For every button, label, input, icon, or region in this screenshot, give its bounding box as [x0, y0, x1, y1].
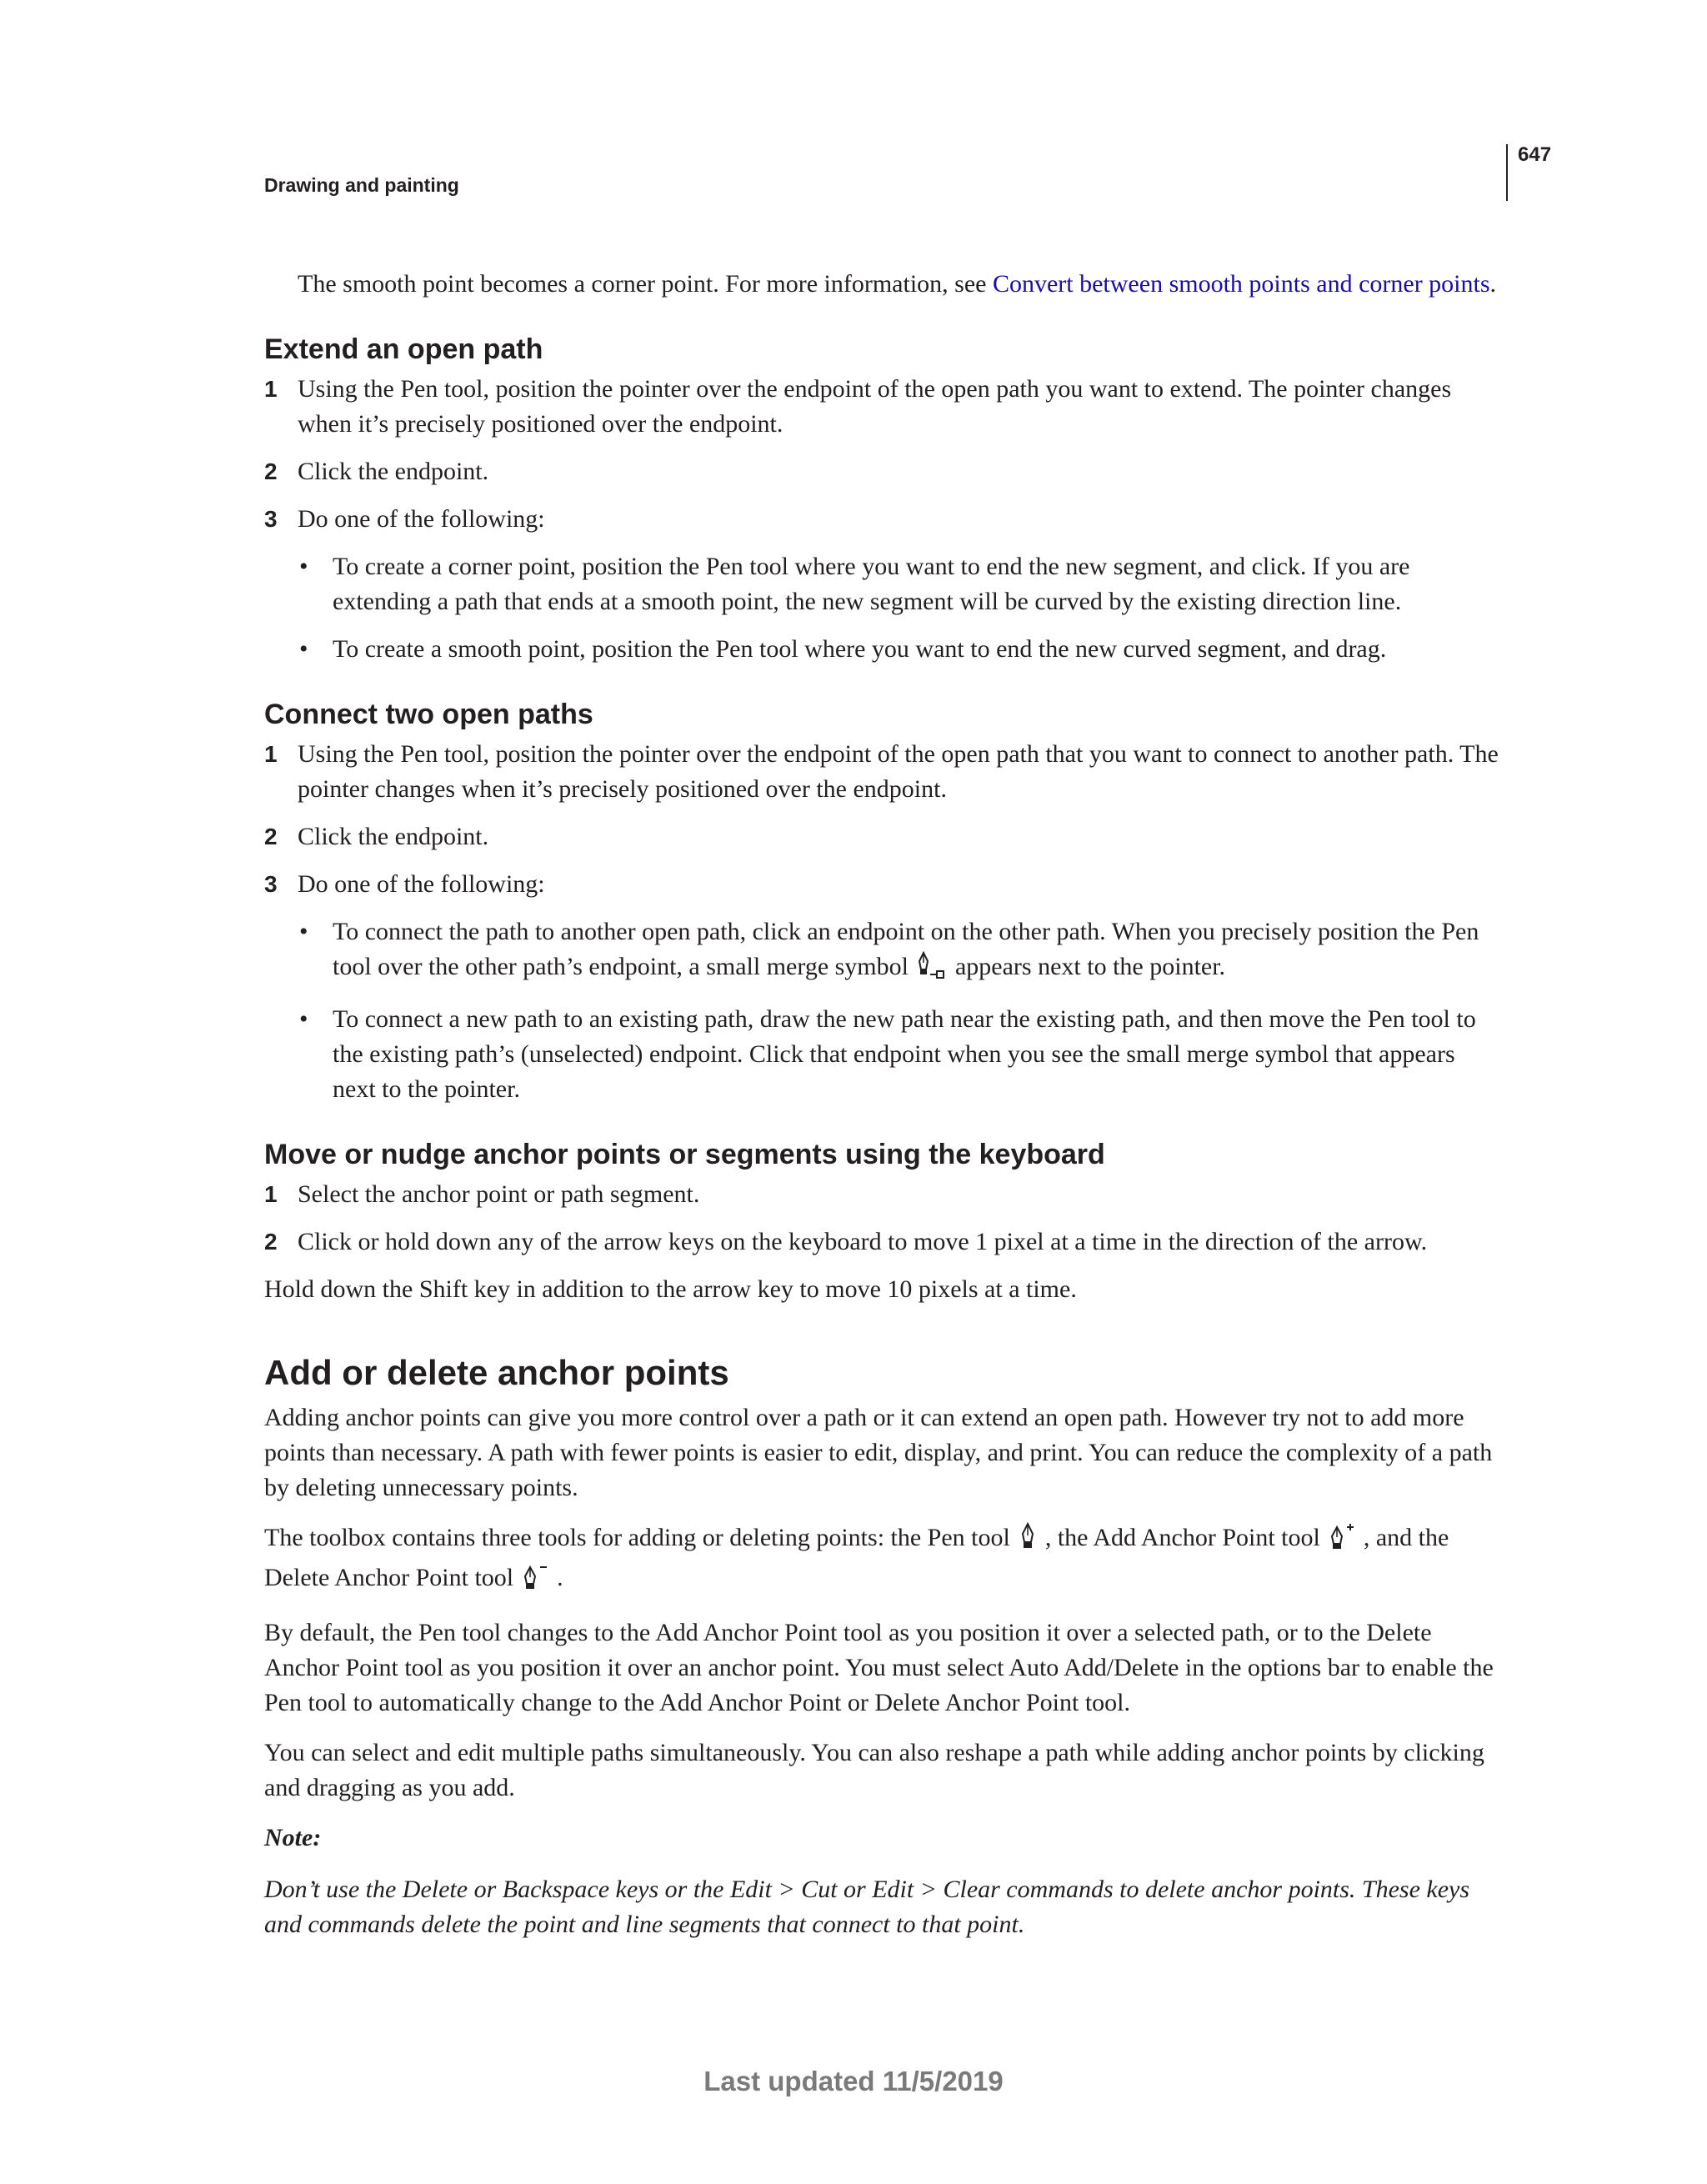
heading-connect-open-paths: Connect two open paths: [264, 699, 593, 730]
step-number: 1: [264, 1181, 278, 1207]
step-text: Do one of the following:: [298, 505, 545, 533]
step-number: 1: [264, 376, 278, 402]
note-text: Don’t use the Delete or Backspace keys or the Edit > Cut or Edit > Clear commands to delete anchor points. These keys and commands delete the point and line segments that connect to that point.: [264, 1876, 1470, 1938]
bullet-dot: •: [299, 918, 308, 945]
bullet-item: [298, 1002, 1503, 1107]
intro-end: .: [1489, 270, 1497, 298]
bullet-item: [298, 914, 1503, 989]
step-text: Click the endpoint.: [298, 458, 489, 485]
list-item: [264, 867, 1503, 902]
step-text: Select the anchor point or path segment.: [298, 1180, 700, 1208]
step-number: 1: [264, 741, 278, 767]
list-item: [264, 1177, 1503, 1212]
page-number: 647: [1518, 143, 1552, 166]
tools-text-b: , the Add Anchor Point tool: [1044, 1524, 1320, 1551]
step-text: Using the Pen tool, position the pointer over the endpoint of the open path that you want to connect to another path. The pointer changes when it’s precisely positioned over the endpoint.: [298, 740, 1499, 803]
list-item: [264, 1225, 1503, 1260]
step-text: Click or hold down any of the arrow keys on the keyboard to move 1 pixel at a time in the direction of the arrow.: [298, 1228, 1428, 1255]
paragraph: By default, the Pen tool changes to the Add Anchor Point tool as you position it over a selected path, or to the Delete Anchor Point tool as you position it over an anchor point. You must select Auto Add/Delete in the options bar to enable the Pen tool to automatically change to the Add Anchor Point or Delete Anchor Point tool.: [264, 1619, 1494, 1716]
bullet-text-after: appears next to the pointer.: [954, 953, 1226, 980]
paragraph: You can select and edit multiple paths simultaneously. You can also reshape a path while adding anchor points by clicking and dragging as you add.: [264, 1739, 1484, 1801]
step-number: 2: [264, 824, 278, 849]
step-number: 3: [264, 506, 278, 532]
list-item: [264, 454, 1503, 489]
heading-extend-open-path: Extend an open path: [264, 333, 543, 365]
header-rule: [1506, 144, 1508, 201]
bullet-dot: •: [299, 1005, 308, 1033]
paragraph: Adding anchor points can give you more control over a path or it can extend an open path. However try not to add more points than necessary. A path with fewer points is easier to edit, display, and print. You can reduce the complexity of a path by deleting unnecessary points.: [264, 1404, 1493, 1501]
heading-move-nudge: Move or nudge anchor points or segments using the keyboard: [264, 1139, 1105, 1170]
running-head: Drawing and painting: [264, 174, 459, 196]
footer-last-updated: Last updated 11/5/2019: [703, 2066, 1004, 2096]
tools-text-a: The toolbox contains three tools for adding or deleting points: the Pen tool: [264, 1524, 1010, 1551]
page-content: [264, 267, 1503, 1942]
step-text: Click the endpoint.: [298, 823, 489, 850]
intro-paragraph: [298, 267, 1503, 302]
intro-text: The smooth point becomes a corner point. For more information, see: [298, 270, 993, 298]
step-text: Using the Pen tool, position the pointer over the endpoint of the open path you want to extend. The pointer changes when it’s precisely positioned over the endpoint.: [298, 375, 1452, 438]
convert-points-link[interactable]: Convert between smooth points and corner points: [992, 270, 1490, 298]
tools-paragraph: [264, 1520, 1503, 1600]
list-item: [264, 819, 1503, 854]
bullet-text: To connect a new path to an existing path, draw the new path near the existing path, and then move the Pen tool to the existing path’s (unselected) endpoint. Click that endpoint when you see the small merge symbol that appears next to the pointer.: [333, 1005, 1476, 1103]
list-item: [264, 372, 1503, 442]
tools-text-d: .: [557, 1564, 563, 1591]
step-number: 2: [264, 1229, 278, 1255]
step-number: 3: [264, 871, 278, 897]
add-anchor-point-icon: [1327, 1522, 1357, 1560]
bullet-item: [298, 632, 1503, 667]
list-item: [264, 502, 1503, 537]
bullet-dot: •: [299, 635, 308, 663]
tools-text-c: , and the Delete Anchor Point tool: [264, 1524, 1449, 1591]
bullet-dot: •: [299, 553, 308, 580]
bullet-text: To create a corner point, position the Pen tool where you want to end the new segment, and click. If you are extending a path that ends at a smooth point, the new segment will be curved by the existing direction line.: [333, 553, 1410, 615]
shift-key-paragraph: Hold down the Shift key in addition to the arrow key to move 10 pixels at a time.: [264, 1275, 1077, 1303]
pen-merge-icon: [915, 951, 949, 989]
step-text: Do one of the following:: [298, 870, 545, 898]
step-number: 2: [264, 458, 278, 484]
bullet-item: [298, 549, 1503, 619]
note-label: Note:: [264, 1824, 322, 1851]
pen-tool-icon: [1017, 1522, 1039, 1560]
heading-add-delete-anchor-points: Add or delete anchor points: [264, 1353, 729, 1392]
bullet-text-before: To connect the path to another open path, click an endpoint on the other path. When you precisely position the Pen tool over the other path’s endpoint, a small merge symbol: [333, 918, 1479, 980]
bullet-text: [333, 914, 1503, 989]
delete-anchor-point-icon: [520, 1562, 550, 1600]
bullet-text: To create a smooth point, position the Pen tool where you want to end the new curved segment, and drag.: [333, 635, 1387, 663]
list-item: [264, 737, 1503, 807]
